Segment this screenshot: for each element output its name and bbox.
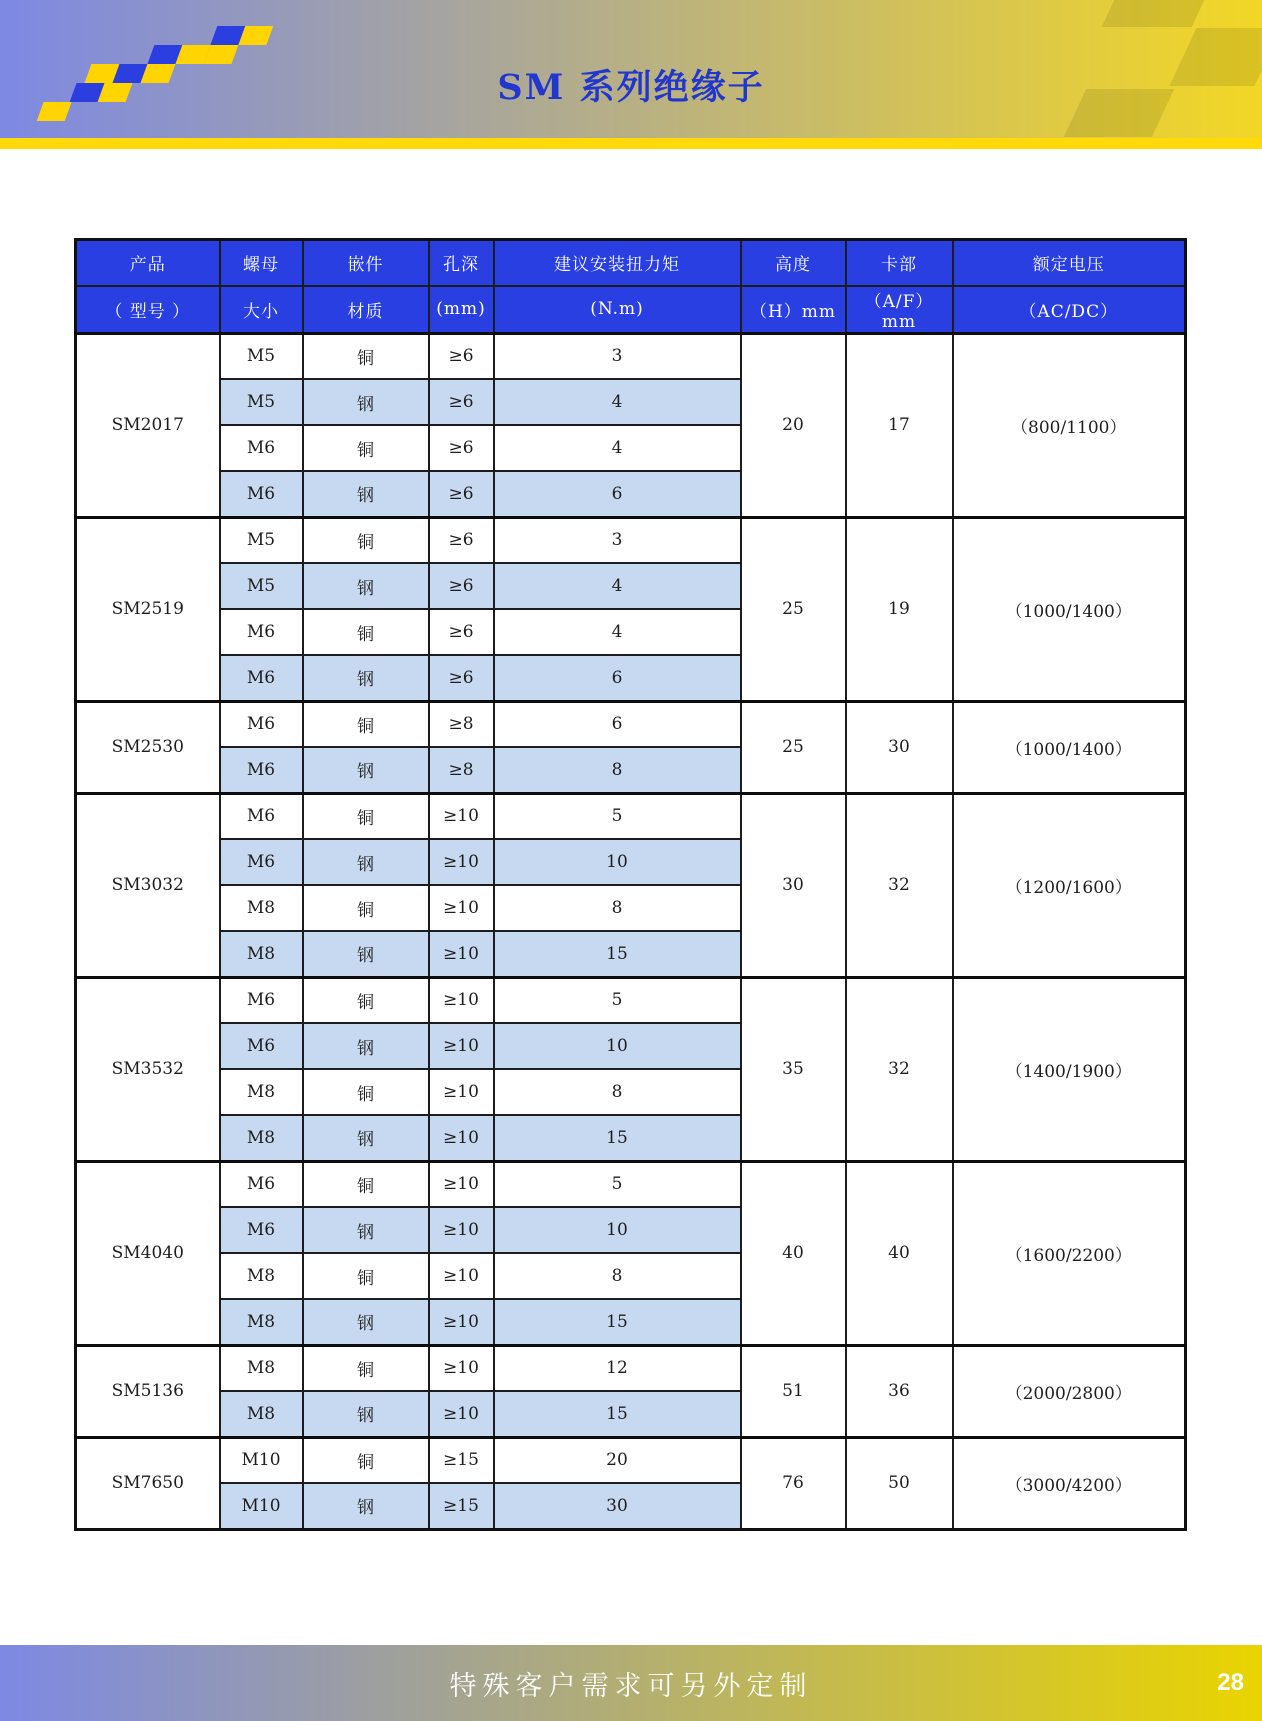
nut-size-cell: M8 [220,1345,303,1391]
torque-cell: 4 [494,379,741,425]
nut-size-cell: M6 [220,655,303,701]
nut-size-cell: M6 [220,793,303,839]
torque-cell: 12 [494,1345,741,1391]
torque-cell: 30 [494,1483,741,1529]
voltage-cell: （2000/2800） [953,1345,1186,1437]
nut-size-cell: M8 [220,1253,303,1299]
col-header-torque: 建议安装扭力矩 [494,240,741,286]
height-cell: 76 [741,1437,846,1529]
torque-cell: 15 [494,931,741,977]
col-header-product: （ 型号 ） [76,286,220,334]
page-footer [0,1645,1262,1721]
insert-material-cell: 铜 [303,977,429,1023]
height-cell: 25 [741,701,846,793]
nut-size-cell: M5 [220,379,303,425]
col-header-depth: 孔深 [429,240,494,286]
torque-cell: 8 [494,1253,741,1299]
nut-size-cell: M6 [220,1023,303,1069]
col-header-insert: 材质 [303,286,429,334]
col-header-height: 高度 [741,240,846,286]
hole-depth-cell: ≥15 [429,1483,494,1529]
insert-material-cell: 铜 [303,609,429,655]
insert-material-cell: 钢 [303,379,429,425]
insert-material-cell: 钢 [303,747,429,793]
height-cell: 25 [741,517,846,701]
hole-depth-cell: ≥10 [429,839,494,885]
torque-cell: 20 [494,1437,741,1483]
insert-material-cell: 铜 [303,793,429,839]
insert-material-cell: 铜 [303,425,429,471]
af-cell: 36 [846,1345,953,1437]
table-row [76,793,1186,839]
insert-material-cell: 钢 [303,1115,429,1161]
col-header-af: （A/F）mm [846,286,953,334]
page-title: SM 系列绝缘子 [497,67,765,108]
hole-depth-cell: ≥10 [429,1299,494,1345]
insert-material-cell: 钢 [303,839,429,885]
model-cell: SM2519 [76,517,220,701]
af-cell: 19 [846,517,953,701]
nut-size-cell: M6 [220,747,303,793]
voltage-cell: （1000/1400） [953,701,1186,793]
hole-depth-cell: ≥6 [429,333,494,379]
table-row [76,977,1186,1023]
torque-cell: 4 [494,425,741,471]
af-cell: 50 [846,1437,953,1529]
insert-material-cell: 铜 [303,701,429,747]
hole-depth-cell: ≥6 [429,425,494,471]
hole-depth-cell: ≥6 [429,517,494,563]
spec-table [74,238,1187,1531]
table-row [76,333,1186,379]
hole-depth-cell: ≥10 [429,1345,494,1391]
table-row [76,1161,1186,1207]
torque-cell: 4 [494,609,741,655]
af-cell: 32 [846,793,953,977]
hole-depth-cell: ≥10 [429,1069,494,1115]
nut-size-cell: M6 [220,425,303,471]
voltage-cell: （800/1100） [953,333,1186,517]
insert-material-cell: 铜 [303,885,429,931]
page-number: 28 [1217,1669,1244,1696]
torque-cell: 10 [494,839,741,885]
nut-size-cell: M6 [220,977,303,1023]
torque-cell: 5 [494,977,741,1023]
torque-cell: 8 [494,885,741,931]
model-cell: SM5136 [76,1345,220,1437]
nut-size-cell: M6 [220,839,303,885]
model-cell: SM2017 [76,333,220,517]
insert-material-cell: 钢 [303,1483,429,1529]
table-row [76,1437,1186,1483]
hole-depth-cell: ≥8 [429,747,494,793]
torque-cell: 4 [494,563,741,609]
nut-size-cell: M6 [220,609,303,655]
torque-cell: 6 [494,701,741,747]
insert-material-cell: 钢 [303,1207,429,1253]
header-accent-strip [0,138,1262,149]
hole-depth-cell: ≥10 [429,1115,494,1161]
hole-depth-cell: ≥10 [429,1161,494,1207]
voltage-cell: （1600/2200） [953,1161,1186,1345]
voltage-cell: （1200/1600） [953,793,1186,977]
nut-size-cell: M8 [220,1069,303,1115]
col-header-depth: (mm) [429,286,494,334]
torque-cell: 5 [494,793,741,839]
logo-tile-yellow [238,26,273,45]
torque-cell: 10 [494,1207,741,1253]
nut-size-cell: M6 [220,701,303,747]
nut-size-cell: M6 [220,471,303,517]
page-header [0,0,1262,138]
hole-depth-cell: ≥10 [429,1253,494,1299]
insert-material-cell: 钢 [303,563,429,609]
col-header-voltage: （AC/DC） [953,286,1186,334]
col-header-nut: 大小 [220,286,303,334]
torque-cell: 8 [494,747,741,793]
model-cell: SM2530 [76,701,220,793]
nut-size-cell: M5 [220,517,303,563]
height-cell: 30 [741,793,846,977]
af-cell: 40 [846,1161,953,1345]
af-cell: 17 [846,333,953,517]
hole-depth-cell: ≥10 [429,1391,494,1437]
hole-depth-cell: ≥10 [429,931,494,977]
col-header-torque: (N.m) [494,286,741,334]
voltage-cell: （1000/1400） [953,517,1186,701]
col-header-height: （H）mm [741,286,846,334]
hole-depth-cell: ≥10 [429,977,494,1023]
torque-cell: 3 [494,333,741,379]
torque-cell: 10 [494,1023,741,1069]
insert-material-cell: 钢 [303,1023,429,1069]
torque-cell: 6 [494,471,741,517]
torque-cell: 8 [494,1069,741,1115]
hole-depth-cell: ≥6 [429,609,494,655]
af-cell: 30 [846,701,953,793]
insert-material-cell: 钢 [303,1299,429,1345]
hole-depth-cell: ≥6 [429,471,494,517]
deco-tile [1102,0,1205,27]
height-cell: 20 [741,333,846,517]
torque-cell: 15 [494,1391,741,1437]
nut-size-cell: M8 [220,1115,303,1161]
nut-size-cell: M8 [220,1391,303,1437]
table-row [76,1345,1186,1391]
deco-tile [1169,28,1262,86]
hole-depth-cell: ≥6 [429,379,494,425]
spec-table-header [76,240,1186,334]
insert-material-cell: 铜 [303,1069,429,1115]
model-cell: SM3032 [76,793,220,977]
insert-material-cell: 铜 [303,1345,429,1391]
insert-material-cell: 钢 [303,471,429,517]
torque-cell: 5 [494,1161,741,1207]
insert-material-cell: 铜 [303,333,429,379]
insert-material-cell: 铜 [303,1161,429,1207]
col-header-insert: 嵌件 [303,240,429,286]
insert-material-cell: 钢 [303,931,429,977]
table-row [76,701,1186,747]
insert-material-cell: 铜 [303,517,429,563]
hole-depth-cell: ≥8 [429,701,494,747]
col-header-voltage: 额定电压 [953,240,1186,286]
hole-depth-cell: ≥10 [429,1207,494,1253]
nut-size-cell: M6 [220,1207,303,1253]
nut-size-cell: M6 [220,1161,303,1207]
col-header-product: 产品 [76,240,220,286]
footer-note: 特殊客户需求可另外定制 [449,1670,813,1702]
insert-material-cell: 钢 [303,1391,429,1437]
insert-material-cell: 钢 [303,655,429,701]
height-cell: 51 [741,1345,846,1437]
spec-table-body [76,333,1186,1529]
insert-material-cell: 铜 [303,1253,429,1299]
col-header-af: 卡部 [846,240,953,286]
torque-cell: 6 [494,655,741,701]
hole-depth-cell: ≥6 [429,655,494,701]
voltage-cell: （1400/1900） [953,977,1186,1161]
nut-size-cell: M8 [220,1299,303,1345]
torque-cell: 3 [494,517,741,563]
af-cell: 32 [846,977,953,1161]
torque-cell: 15 [494,1115,741,1161]
table-row [76,517,1186,563]
nut-size-cell: M10 [220,1483,303,1529]
nut-size-cell: M8 [220,931,303,977]
nut-size-cell: M5 [220,563,303,609]
nut-size-cell: M8 [220,885,303,931]
hole-depth-cell: ≥10 [429,885,494,931]
hole-depth-cell: ≥10 [429,793,494,839]
model-cell: SM4040 [76,1161,220,1345]
hole-depth-cell: ≥15 [429,1437,494,1483]
model-cell: SM7650 [76,1437,220,1529]
nut-size-cell: M10 [220,1437,303,1483]
torque-cell: 15 [494,1299,741,1345]
model-cell: SM3532 [76,977,220,1161]
voltage-cell: （3000/4200） [953,1437,1186,1529]
hole-depth-cell: ≥10 [429,1023,494,1069]
nut-size-cell: M5 [220,333,303,379]
col-header-nut: 螺母 [220,240,303,286]
hole-depth-cell: ≥6 [429,563,494,609]
height-cell: 35 [741,977,846,1161]
height-cell: 40 [741,1161,846,1345]
insert-material-cell: 铜 [303,1437,429,1483]
